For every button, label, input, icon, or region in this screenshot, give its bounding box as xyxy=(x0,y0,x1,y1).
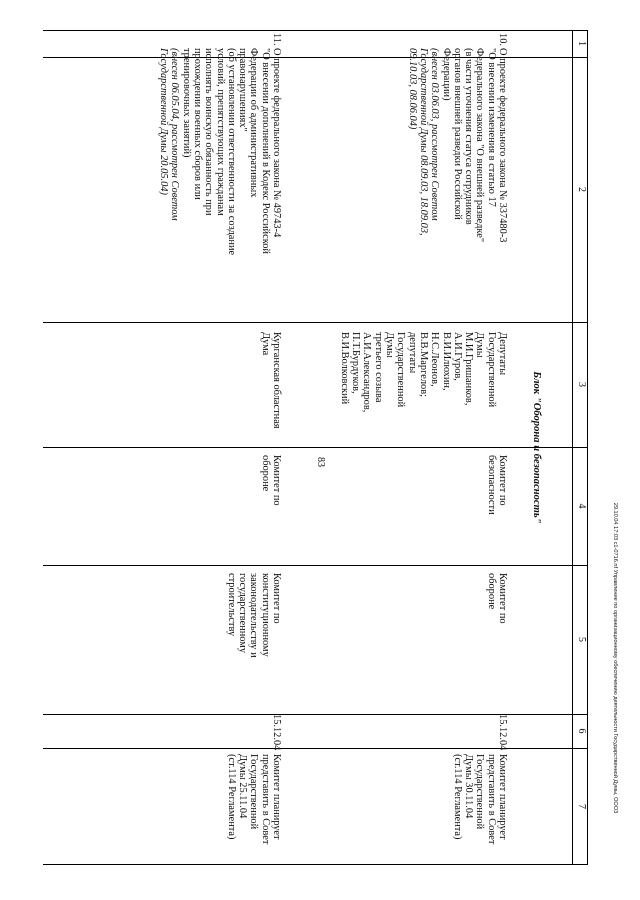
initiator-line: депутаты xyxy=(406,332,418,374)
plan-line: (ст.114 Регламента) xyxy=(225,754,237,840)
bill-line: (об установлении ответственности за создание xyxy=(225,48,237,256)
co-committee-line: строительству xyxy=(225,573,237,637)
plan-line: Государственной xyxy=(248,754,260,830)
header-col-4: 4 xyxy=(576,503,587,509)
initiator-line: М.И.Гришанков, xyxy=(463,332,475,406)
row-10-co-committee xyxy=(485,573,508,624)
row-11-initiator xyxy=(259,332,282,429)
initiator-line: Государственной xyxy=(485,332,497,408)
committee-line: Комитет по xyxy=(271,455,282,506)
co-committee-line: законодательству и xyxy=(248,573,260,658)
bill-line: прохождении военных сборов или xyxy=(191,48,203,200)
initiator-line: П.Т.Бурдуков, xyxy=(350,332,362,394)
bill-note-line: Государственной Думы 08.09.03, 18.09.03, xyxy=(417,48,429,236)
initiator-line: третьего созыва xyxy=(372,332,384,403)
bill-line: Федерального закона "О внешней разведке" xyxy=(474,48,486,243)
plan-line: представить в Совет xyxy=(259,754,271,845)
plan-line: представить в Совет xyxy=(485,754,497,845)
initiator-line: Думы xyxy=(474,332,486,358)
header-col-7: 7 xyxy=(576,804,587,809)
plan-line: Думы 25.11.04 xyxy=(237,754,249,819)
header-col-6: 6 xyxy=(576,728,587,734)
committee-line: Комитет по xyxy=(497,455,508,506)
row-10-initiator xyxy=(339,332,508,412)
initiator-line: Курганская областная xyxy=(271,332,282,429)
page-number: 83 xyxy=(315,457,326,467)
bill-note-line: 09.10.03, 08.06.04) xyxy=(406,48,418,130)
initiator-line: Думы xyxy=(384,332,396,358)
row-11-co-committee xyxy=(226,573,282,658)
initiator-line: Н.С.Леонов, xyxy=(429,332,441,387)
table-top-border xyxy=(587,30,588,865)
header-col-1: 1 xyxy=(576,41,587,46)
bill-line: (в части уточнения статуса сотрудников xyxy=(463,48,475,225)
header-col-3: 3 xyxy=(576,382,587,387)
initiator-line: А.И.Александров, xyxy=(361,332,373,413)
bill-line: Федерации об административных xyxy=(248,48,260,198)
committee-line: обороне xyxy=(259,455,271,492)
header-col-5: 5 xyxy=(576,637,587,642)
bill-line: тренировочных занятий) xyxy=(180,48,192,158)
bill-line: правонарушениях" xyxy=(237,48,249,132)
initiator-line: Депутаты xyxy=(497,332,508,376)
row-10-committee xyxy=(485,455,508,515)
co-committee-line: государственному xyxy=(237,573,249,654)
plan-line: (ст.114 Регламента) xyxy=(451,754,463,840)
block-title: Блок "Оборона и безопасность" xyxy=(531,371,542,524)
bill-line: органов внешней разведки Российской xyxy=(451,48,463,220)
agenda-table xyxy=(43,30,588,865)
row-10-number: 10. xyxy=(497,33,508,46)
plan-line: Комитет планирует xyxy=(497,754,508,840)
bill-line: "О внесении изменения в статью 17 xyxy=(485,48,497,207)
header-bottom-border xyxy=(572,30,573,865)
plan-line: Думы 30.11.04 xyxy=(463,754,475,819)
bill-line: Федерации) xyxy=(440,48,452,101)
initiator-line: А.И.Гуров, xyxy=(451,332,463,381)
initiator-line: В.В.Маргелов; xyxy=(417,332,429,398)
initiator-line: В.И.Илюхин, xyxy=(440,332,452,391)
committee-line: безопасности xyxy=(485,455,497,515)
page-footer: 29.10.04 17:03 с1-0716.nf Управление по организационному обеспечению деятельности Государственной Думы, ООО3 xyxy=(611,502,618,814)
header-col-2: 2 xyxy=(576,187,587,192)
row-11-bill xyxy=(158,48,282,255)
initiator-line: Государственной xyxy=(395,332,407,408)
row-11-plan xyxy=(226,754,282,844)
bill-line: О проекте федерального закона № 337480-3 xyxy=(497,48,508,243)
co-committee-line: обороне xyxy=(485,573,497,610)
initiator-line: В.И.Волковский xyxy=(338,332,350,405)
plan-line: Государственной xyxy=(474,754,486,830)
bill-line: "О внесении дополнений в Кодекс Российской xyxy=(259,48,271,254)
bill-line: условий, препятствующих гражданам xyxy=(214,48,226,216)
bill-note-line: (внесен 03.06.03, рассмотрен Советом xyxy=(429,48,441,221)
co-committee-line: Комитет по xyxy=(497,573,508,624)
plan-line: Комитет планирует xyxy=(271,754,282,840)
bill-line: исполнять воинскую обязанность при xyxy=(203,48,215,216)
table-stage xyxy=(43,30,588,865)
row-11-date: 15.12.04 xyxy=(271,714,282,751)
row-10-date: 15.12.04 xyxy=(497,714,508,751)
row-11-number: 11. xyxy=(271,33,282,46)
bill-line: О проекте федерального закона № 49743-4 xyxy=(271,48,282,238)
bill-note-line: (внесен 06.05.04, рассмотрен Советом xyxy=(169,48,181,221)
bill-note-line: Государственной Думы 20.05.04) xyxy=(158,48,170,195)
row-10-bill xyxy=(406,48,508,242)
co-committee-line: Комитет по xyxy=(271,573,282,624)
initiator-line: Дума xyxy=(259,332,271,356)
row-11-committee xyxy=(259,455,282,506)
row-10-plan xyxy=(452,754,508,844)
co-committee-line: конституционному xyxy=(259,573,271,657)
